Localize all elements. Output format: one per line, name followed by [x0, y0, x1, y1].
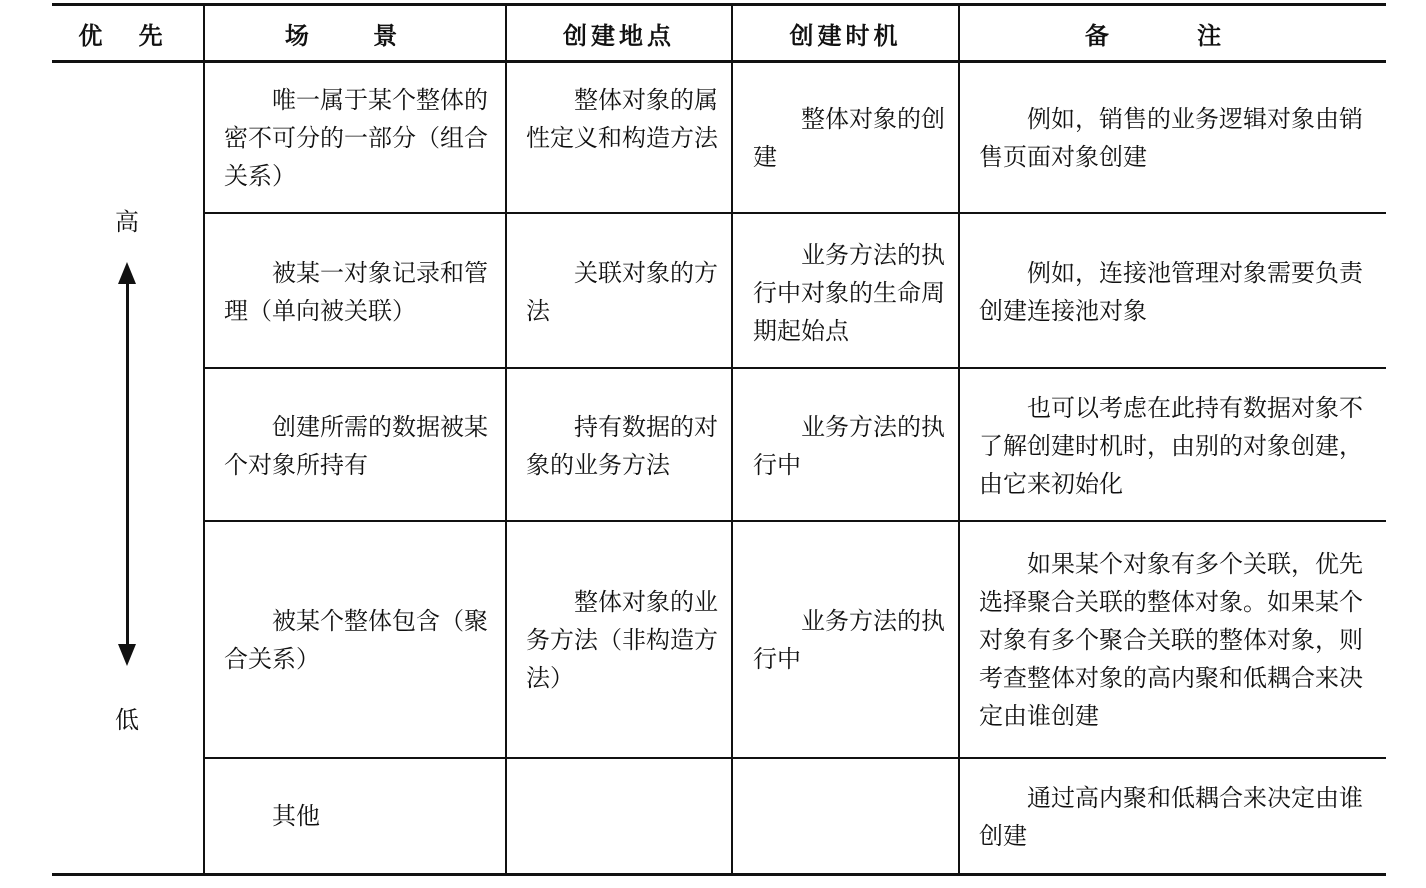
row2-note: 例如，连接池管理对象需要负责创建连接池对象: [979, 259, 1363, 325]
row1-where: 整体对象的属性定义和构造方法: [526, 86, 718, 152]
row4-note: 如果某个对象有多个关联，优先选择聚合关联的整体对象。如果某个对象有多个聚合关联的整体对象，则考查整体对象的高内聚和低耦合来决定由谁创建: [979, 550, 1363, 730]
row4-scene: 被某个整体包含（聚合关系）: [224, 607, 488, 673]
table-bottom-rule: [52, 873, 1386, 876]
col-rule-1: [203, 3, 205, 876]
header-note: [960, 6, 1386, 60]
col-rule-3: [731, 3, 733, 876]
header-scene: [205, 6, 505, 60]
row3-note: 也可以考虑在此持有数据对象不了解创建时机时，由别的对象创建，由它来初始化: [979, 394, 1363, 498]
row2-where: 关联对象的方法: [526, 259, 718, 325]
row5-note: 通过高内聚和低耦合来决定由谁创建: [979, 784, 1363, 850]
row4-where: 整体对象的业务方法（非构造方法）: [526, 588, 718, 692]
row2-scene: 被某一对象记录和管理（单向被关联）: [224, 259, 488, 325]
row4-when: 业务方法的执行中: [753, 607, 945, 673]
priority-high-label: 高: [115, 208, 139, 236]
col-rule-4: [958, 3, 960, 876]
row3-where: 持有数据的对象的业务方法: [526, 413, 718, 479]
row1-note: 例如，销售的业务逻辑对象由销售页面对象创建: [979, 105, 1363, 171]
row1-scene: 唯一属于某个整体的密不可分的一部分（组合关系）: [224, 86, 488, 190]
col-rule-2: [505, 3, 507, 876]
header-scene-text: 场 景: [284, 21, 426, 50]
header-where-text: 创建地点: [563, 21, 675, 50]
header-note-text: 备 注: [1084, 21, 1262, 50]
header-priority: [52, 6, 203, 60]
priority-arrow-shaft: [126, 280, 129, 646]
row-rule-4: [204, 757, 1386, 759]
header-priority-text: 优 先: [78, 21, 177, 50]
header-where: [507, 6, 731, 60]
priority-low-label: 低: [115, 706, 139, 734]
row-rule-3: [204, 520, 1386, 522]
row-rule-2: [204, 367, 1386, 369]
header-when: [733, 6, 958, 60]
row2-when: 业务方法的执行中对象的生命周期起始点: [753, 241, 945, 345]
row5-scene: 其他: [272, 802, 320, 830]
row-rule-1: [204, 212, 1386, 214]
row3-when: 业务方法的执行中: [753, 413, 945, 479]
row1-when: 整体对象的创建: [753, 105, 945, 171]
arrow-down-icon: [118, 644, 136, 666]
header-bottom-rule: [52, 60, 1386, 63]
header-when-text: 创建时机: [789, 21, 902, 50]
row3-scene: 创建所需的数据被某个对象所持有: [224, 413, 488, 479]
